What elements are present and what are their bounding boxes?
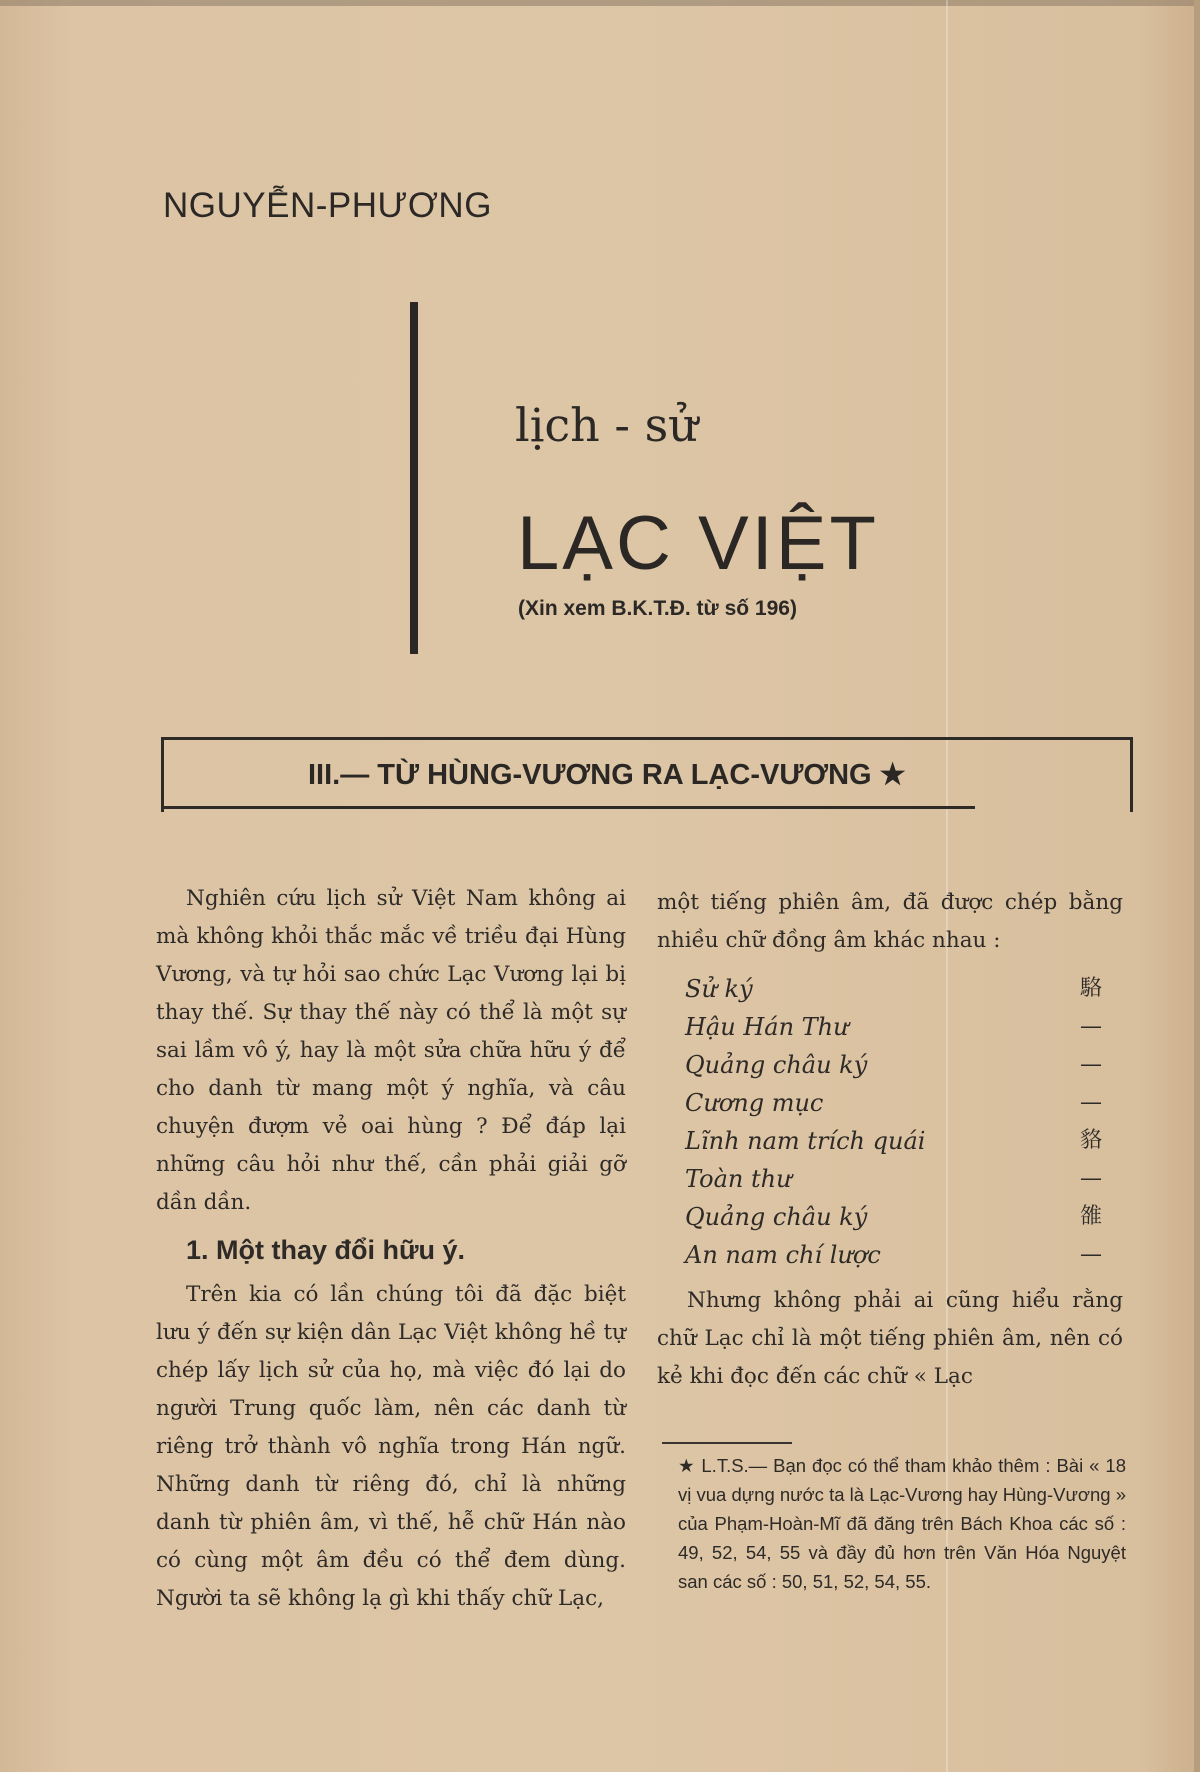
- source-row: [685, 1046, 1109, 1084]
- source-character: —: [1080, 1242, 1102, 1267]
- source-name: Sử ký: [685, 975, 753, 1003]
- source-name: An nam chí lược: [685, 1241, 881, 1269]
- source-row: [685, 1008, 1109, 1046]
- editor-footnote: ★ L.T.S.— Bạn đọc có thể tham khảo thêm : Bài « 18 vị vua dựng nước ta là Lạc-Vương hay Hùng-Vương » của Phạm-Hoàn-Mĩ đã đăng trên Bách Khoa các số : 49, 52, 54, 55 và đầy đủ hơn trên Văn Hóa Nguyệt san các số : 50, 51, 52, 54, 55.: [678, 1455, 1126, 1592]
- article-subtitle: lịch - sử: [515, 398, 698, 452]
- source-character: —: [1080, 1014, 1102, 1039]
- source-character: —: [1080, 1166, 1102, 1191]
- source-name: Quảng châu ký: [685, 1203, 868, 1231]
- series-reference: (Xin xem B.K.T.Đ. từ số 196): [518, 597, 797, 620]
- subsection-heading: 1. Một thay đổi hữu ý.: [186, 1235, 466, 1265]
- source-character: —: [1080, 1052, 1102, 1077]
- article-title: LẠC VIỆT: [517, 501, 879, 586]
- section-title-underline: [161, 806, 975, 809]
- section-title: III.— TỪ HÙNG-VƯƠNG RA LẠC-VƯƠNG ★: [308, 759, 906, 791]
- footnote-rule: [662, 1442, 792, 1444]
- source-character: 駱: [1079, 976, 1102, 1001]
- body-paragraph: Nghiên cứu lịch sử Việt Nam không ai mà không khỏi thắc mắc về triều đại Hùng Vương, và tự hỏi sao chức Lạc Vương lại bị thay thế. Sự thay thế này có thể là một sự sai lầm vô ý, hay là một sửa chữa hữu ý để cho danh từ mang một ý nghĩa, và câu chuyện đượm vẻ oai hùng ? Để đáp lại những câu hỏi như thế, cần phải giải gỡ dần dần.: [156, 886, 626, 1215]
- source-name: Quảng châu ký: [685, 1051, 868, 1079]
- source-list: [685, 970, 1109, 1274]
- title-vertical-rule: [410, 302, 418, 654]
- author-name: NGUYỄN-PHƯƠNG: [163, 186, 492, 225]
- source-row: [685, 1122, 1109, 1160]
- source-name: Toàn thư: [685, 1165, 792, 1193]
- source-row: [685, 970, 1109, 1008]
- source-name: Hậu Hán Thư: [685, 1013, 849, 1041]
- page-top-edge: [0, 0, 1200, 6]
- source-row: [685, 1160, 1109, 1198]
- source-character: 雒: [1079, 1204, 1102, 1229]
- source-name: Lĩnh nam trích quái: [685, 1127, 926, 1155]
- source-row: [685, 1198, 1109, 1236]
- text-column-left: [156, 880, 626, 1618]
- body-paragraph: Nhưng không phải ai cũng hiểu rằng chữ Lạc chỉ là một tiếng phiên âm, nên có kẻ khi đọc đến các chữ « Lạc: [657, 1288, 1123, 1389]
- source-row: [685, 1084, 1109, 1122]
- source-row: [685, 1236, 1109, 1274]
- source-character: —: [1080, 1090, 1102, 1115]
- page-right-edge: [1194, 0, 1200, 1772]
- text-column-right: [657, 884, 1123, 1396]
- source-name: Cương mục: [685, 1089, 824, 1117]
- source-character: 貉: [1079, 1128, 1102, 1153]
- body-paragraph: một tiếng phiên âm, đã được chép bằng nhiều chữ đồng âm khác nhau :: [657, 890, 1123, 953]
- body-paragraph: Trên kia có lần chúng tôi đã đặc biệt lưu ý đến sự kiện dân Lạc Việt không hề tự chép lấy lịch sử của họ, mà việc đó lại do người Trung quốc làm, nên các danh từ riêng trở thành vô nghĩa trong Hán ngữ. Những danh từ riêng đó, chỉ là những danh từ phiên âm, vì thế, hễ chữ Hán nào có cùng một âm đều có thể đem dùng. Người ta sẽ không lạ gì khi thấy chữ Lạc,: [156, 1282, 626, 1611]
